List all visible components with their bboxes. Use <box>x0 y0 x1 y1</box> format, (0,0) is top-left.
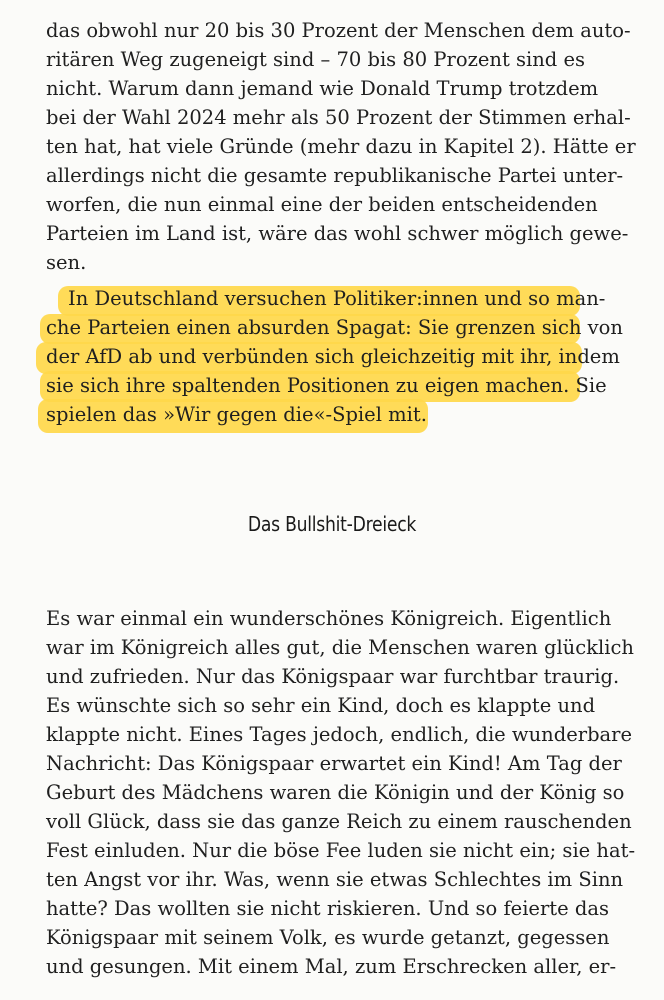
text-line: ritären Weg zugeneigt sind – 70 bis 80 Prozent sind es <box>46 48 586 71</box>
section-heading: Das Bullshit-Dreieck <box>247 512 417 536</box>
text-line: ten hat, hat viele Gründe (mehr dazu in Kapitel 2). Hätte er <box>46 135 636 158</box>
text-line: Geburt des Mädchens waren die Königin und der König so <box>46 781 625 804</box>
text-line: bei der Wahl 2024 mehr als 50 Prozent der Stimmen erhal- <box>46 106 631 129</box>
text-line: Es war einmal ein wunderschönes Königreich. Eigentlich <box>46 607 612 630</box>
text-line: sen. <box>46 251 87 274</box>
highlighted-text-line: In Deutschland versuchen Politiker:innen und so man- <box>68 287 606 310</box>
highlighted-text-line: der AfD ab und verbünden sich gleichzeitig mit ihr, indem <box>46 345 620 368</box>
text-line: Fest einluden. Nur die böse Fee luden sie nicht ein; sie hat- <box>46 839 636 862</box>
text-line: allerdings nicht die gesamte republikanische Partei unter- <box>46 164 624 187</box>
text-line: Königspaar mit seinem Volk, es wurde getanzt, gegessen <box>46 926 610 949</box>
text-line: und gesungen. Mit einem Mal, zum Erschrecken aller, er- <box>46 955 617 978</box>
text-line: war im Königreich alles gut, die Menschen waren glücklich <box>46 636 634 659</box>
text-line: klappte nicht. Eines Tages jedoch, endlich, die wunderbare <box>46 723 633 746</box>
highlighted-text-line: che Parteien einen absurden Spagat: Sie grenzen sich von <box>46 316 623 339</box>
text-line: Parteien im Land ist, wäre das wohl schwer möglich gewe- <box>46 222 629 245</box>
highlighted-text-line: sie sich ihre spaltenden Positionen zu eigen machen. Sie <box>46 374 607 397</box>
text-line: worfen, die nun einmal eine der beiden entscheidenden <box>46 193 598 216</box>
text-line: das obwohl nur 20 bis 30 Prozent der Menschen dem auto- <box>46 19 631 42</box>
text-line: nicht. Warum dann jemand wie Donald Trump trotzdem <box>46 77 599 100</box>
text-line: und zufrieden. Nur das Königspaar war furchtbar traurig. <box>46 665 620 688</box>
text-line: voll Glück, dass sie das ganze Reich zu einem rauschenden <box>46 810 632 833</box>
text-line: Es wünschte sich so sehr ein Kind, doch es klappte und <box>46 694 596 717</box>
highlighted-text-line: spielen das »Wir gegen die«-Spiel mit. <box>46 403 427 426</box>
text-line: ten Angst vor ihr. Was, wenn sie etwas Schlechtes im Sinn <box>46 868 624 891</box>
text-line: Nachricht: Das Königspaar erwartet ein Kind! Am Tag der <box>46 752 622 775</box>
text-line: hatte? Das wollten sie nicht riskieren. Und so feierte das <box>46 897 609 920</box>
